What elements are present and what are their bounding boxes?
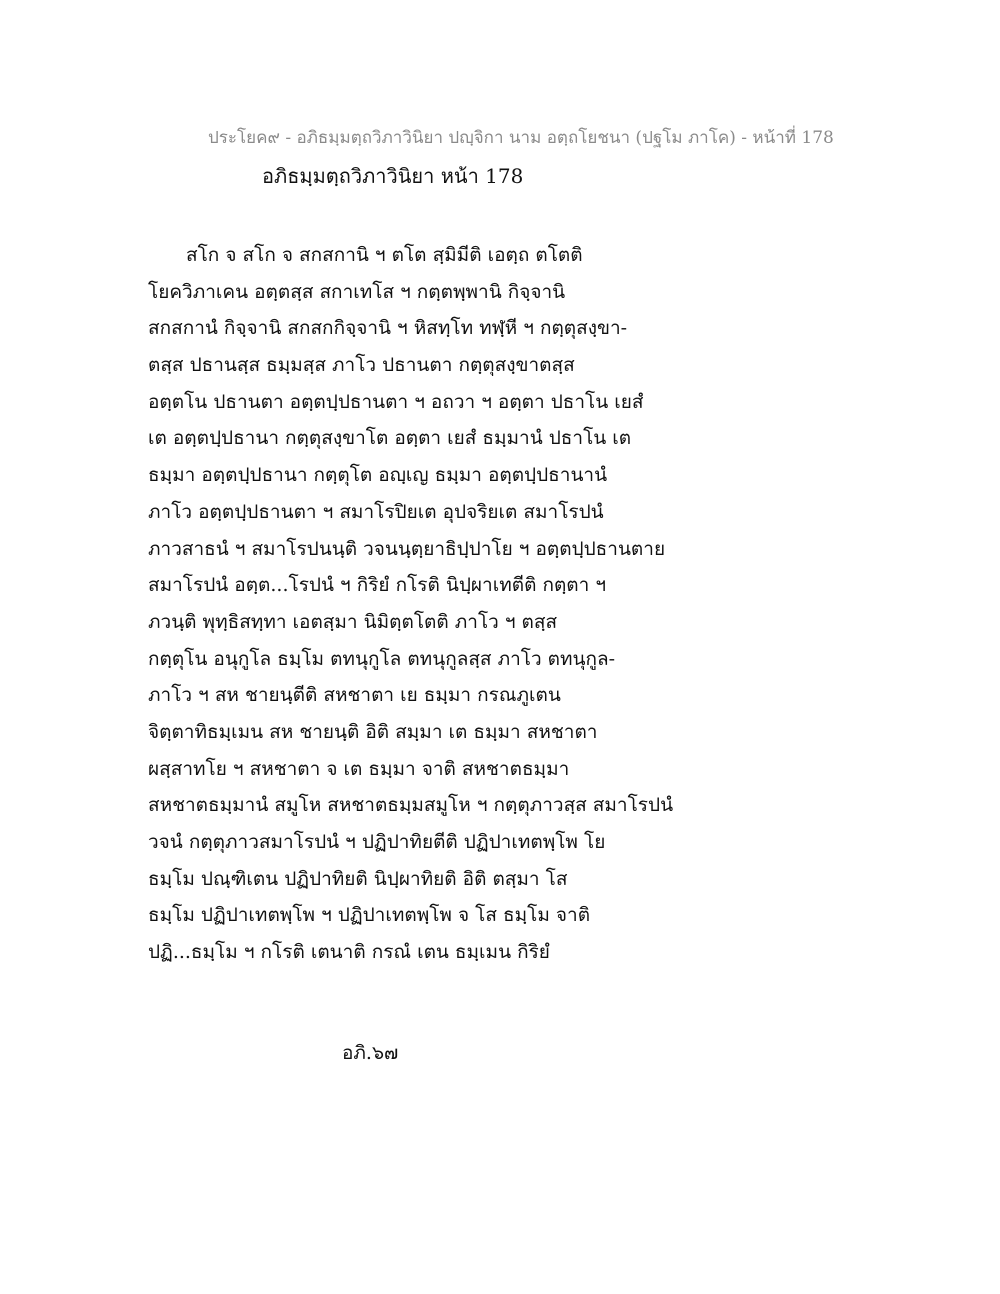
page-folio: อภิ.๖๗: [342, 1042, 399, 1064]
text-line: วจนํ กตฺตุภาวสมาโรปนํ ฯ ปฏิปาทิยตีติ ปฏิปาเทตพฺโพ โย: [148, 831, 606, 853]
body-text: [148, 237, 708, 971]
text-line: ธมฺโม ปณฺฑิเตน ปฏิปาทิยติ นิปฺผาทิยติ อิติ ตสฺมา โส: [148, 867, 568, 890]
text-line: ปฏิ...ธมฺโม ฯ กโรติ เตนาติ กรณํ เตน ธมฺเมน กิริยํ: [148, 941, 550, 964]
text-line: จิตฺตาทิธมฺเมน สห ชายนฺติ อิติ สมฺมา เต ธมฺมา สหชาตา: [148, 720, 598, 743]
text-line: ตสฺส ปธานสฺส ธมฺมสฺส ภาโว ปธานตา กตฺตุสงฺขาตสฺส: [148, 354, 575, 377]
text-line: ภาวสาธนํ ฯ สมาโรปนนฺติ วจนนฺตฺยาธิปฺปาโย ฯ อตฺตปฺปธานตาย: [148, 537, 666, 560]
text-line: เต อตฺตปฺปธานา กตฺตุสงฺขาโต อตฺตา เยสํ ธมฺมานํ ปธาโน เต: [148, 427, 632, 450]
text-line: สโก จ สโก จ สกสกานิ ฯ ตโต สฺมิมีติ เอตฺถ ตโตติ: [186, 244, 583, 266]
text-line: ภาโว ฯ สห ชายนฺตีติ สหชาตา เย ธมฺมา กรณภูเตน: [148, 684, 561, 707]
text-line: ภาโว อตฺตปฺปธานตา ฯ สมาโรปิยเต อุปจริยเต สมาโรปนํ: [148, 500, 604, 523]
text-line: โยควิภาเคน อตฺตสฺส สกาเทโส ฯ กตฺตพฺพานิ กิจฺจานิ: [148, 280, 566, 303]
page-title: อภิธมฺมตฺถวิภาวินิยา หน้า 178: [262, 164, 524, 188]
text-line: ธมฺโม ปฏิปาเทตพฺโพ ฯ ปฏิปาเทตพฺโพ จ โส ธมฺโม จาติ: [148, 904, 591, 927]
text-line: กตฺตุโน อนุกูโล ธมฺโม ตทนุกูโล ตทนุกูลสฺส ภาโว ตทนุกูล-: [148, 647, 616, 670]
text-line: ภวนฺติ พุทฺธิสทฺทา เอตสฺมา นิมิตฺตโตติ ภาโว ฯ ตสฺส: [148, 610, 558, 633]
text-line: ธมฺมา อตฺตปฺปธานา กตฺตุโต อญฺเญ ธมฺมา อตฺตปฺปธานานํ: [148, 464, 608, 487]
text-line: ผสฺสาทโย ฯ สหชาตา จ เต ธมฺมา จาติ สหชาตธมฺมา: [148, 757, 570, 780]
text-line: สมาโรปนํ อตฺต...โรปนํ ฯ กิริยํ กโรติ นิปฺผาเทตีติ กตฺตา ฯ: [148, 574, 607, 597]
text-line: สกสกานํ กิจฺจานิ สกสกกิจฺจานิ ฯ หิสทฺโท ทฬฺหี ฯ กตฺตุสงฺขา-: [148, 317, 628, 340]
text-line: อตฺตโน ปธานตา อตฺตปฺปธานตา ฯ อถวา ฯ อตฺตา ปธาโน เยสํ: [148, 390, 644, 413]
running-header: ประโยค๙ - อภิธมฺมตฺถวิภาวินิยา ปญฺจิกา นาม อตฺถโยชนา (ปฐโม ภาโค) - หน้าที่ 178: [208, 128, 834, 148]
text-line: สหชาตธมฺมานํ สมูโห สหชาตธมฺมสมูโห ฯ กตฺตุภาวสฺส สมาโรปนํ: [148, 794, 674, 817]
